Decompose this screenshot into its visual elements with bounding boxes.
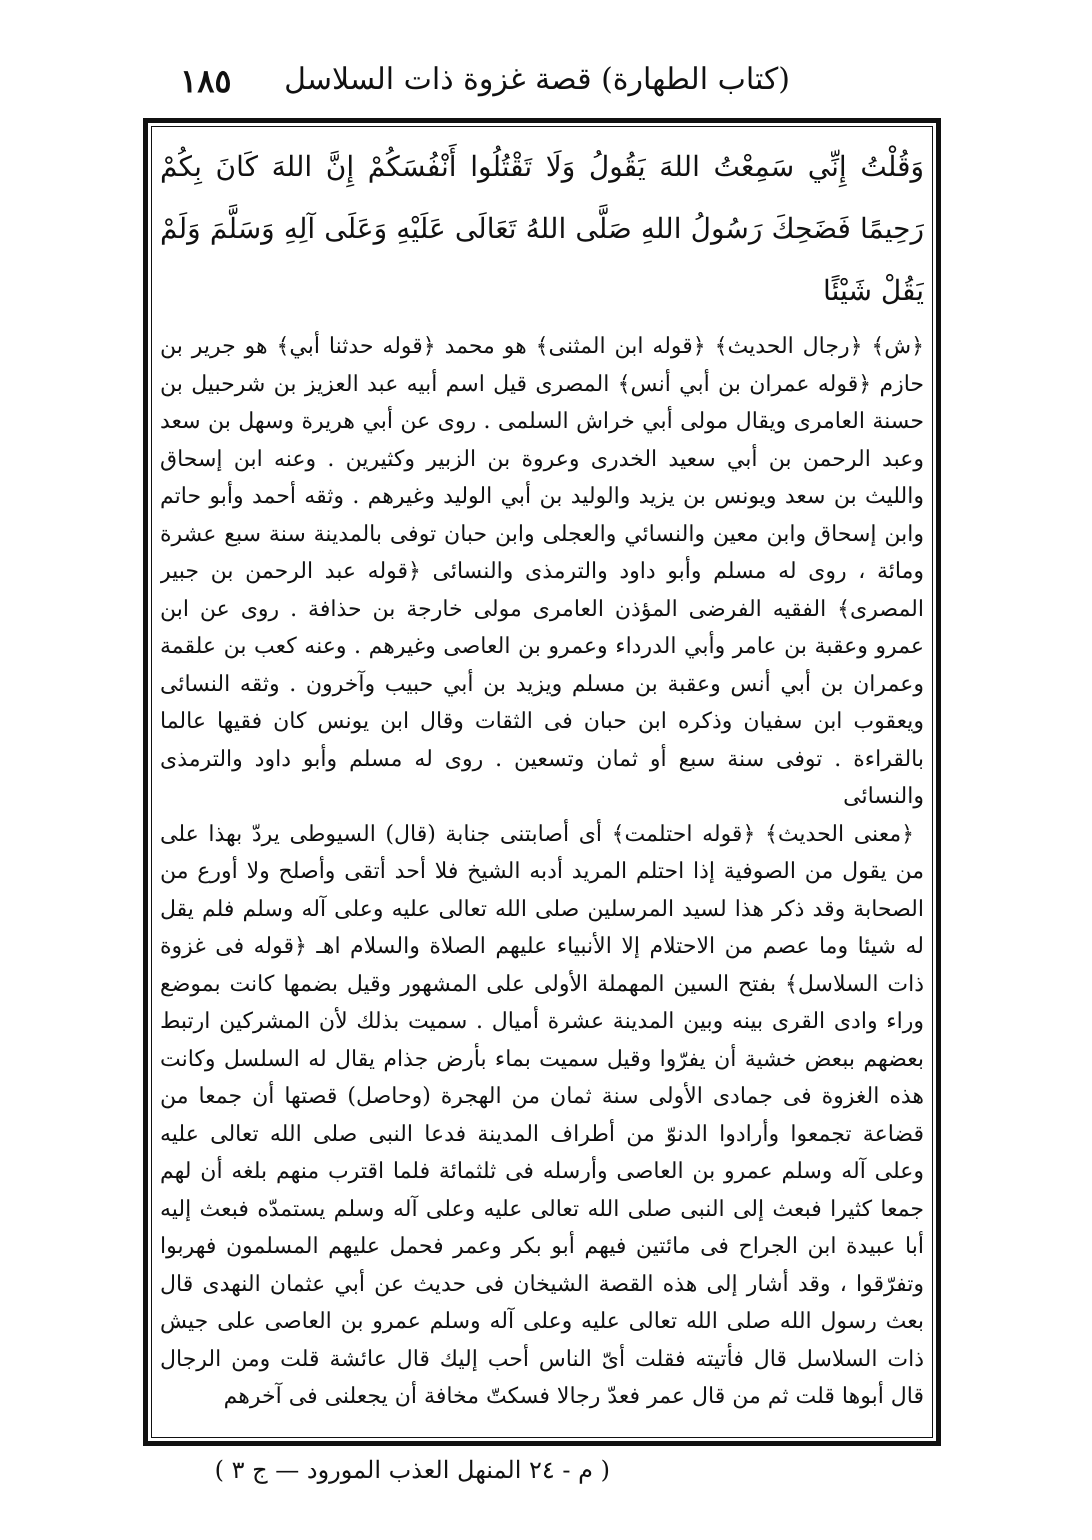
page-header xyxy=(170,62,940,112)
commentary xyxy=(160,328,924,1416)
commentary-narrators-paragraph: ﴿ش﴾ ﴿رجال الحديث﴾ ﴿قوله ابن المثنى﴾ هو محمد ﴿قوله حدثنا أبي﴾ هو جرير بن حازم ﴿قوله عمران بن أبي أنس﴾ المصرى قيل اسم أبيه عبد العزيز بن شرحبيل بن حسنة العامرى ويقال مولى أبي خراش السلمى . روى عن أبي هريرة وسهل بن سعد وعبد الرحمن بن أبي سعيد الخدرى وعروة بن الزبير وكثيرين . وعنه ابن إسحاق والليث بن سعد ويونس بن يزيد والوليد بن أبي الوليد وغيرهم . وثقه أحمد وأبو حاتم وابن إسحاق وابن معين والنسائي والعجلى وابن حبان توفى بالمدينة سنة سبع عشرة ومائة ، روى له مسلم وأبو داود والترمذى والنسائى ﴿قوله عبد الرحمن بن جبير المصرى﴾ الفقيه الفرضى المؤذن العامرى مولى خارجة بن حذافة . روى عن ابن عمرو وعقبة بن عامر وأبي الدرداء وعمرو بن العاصى وغيرهم . وعنه كعب بن علقمة وعمران بن أبي أنس وعقبة بن مسلم ويزيد بن أبي حبيب وآخرون . وثقه النسائى ويعقوب ابن سفيان وذكره ابن حبان فى الثقات وقال ابن يونس كان فقيها عالما بالقراءة . توفى سنة سبع أو ثمان وتسعين . روى له مسلم وأبو داود والترمذى والنسائى xyxy=(160,334,924,809)
header-title: (كتاب الطهارة) قصة غزوة ذات السلاسل xyxy=(284,62,790,97)
page-footer: ( م - ٢٤ المنهل العذب المورود — ج ٣ ) xyxy=(214,1456,610,1484)
page-body xyxy=(160,136,924,1432)
hadith-text: وَقُلْتُ إِنِّي سَمِعْتُ اللهَ يَقُولُ وَلَا تَقْتُلُوا أَنْفُسَكُمْ إِنَّ اللهَ كَانَ بِكُمْ رَحِيمًا فَضَحِكَ رَسُولُ اللهِ صَلَّى اللهُ تَعَالَى عَلَيْهِ وَعَلَى آلِهِ وَسَلَّمَ وَلَمْ يَقُلْ شَيْئًا xyxy=(160,150,924,307)
commentary-meaning-paragraph: ﴿معنى الحديث﴾ ﴿قوله احتلمت﴾ أى أصابتنى جنابة (قال) السيوطى يردّ بهذا على من يقول من الصوفية إذا احتلم المريد أدبه الشيخ فلا أحد أتقى وأصلح ولا أورع من الصحابة وقد ذكر هذا لسيد المرسلين صلى الله تعالى عليه وعلى آله وسلم فلم يقل له شيئا وما عصم من الاحتلام إلا الأنبياء عليهم الصلاة والسلام اهـ ﴿قوله فى غزوة ذات السلاسل﴾ بفتح السين المهملة الأولى على المشهور وقيل بضمها كانت بموضع وراء وادى القرى بينه وبين المدينة عشرة أميال . سميت بذلك لأن المشركين ارتبط بعضهم ببعض خشية أن يفرّوا وقيل سميت بماء بأرض جذام يقال له السلسل وكانت هذه الغزوة فى جمادى الأولى سنة ثمان من الهجرة (وحاصل) قصتها أن جمعا من قضاعة تجمعوا وأرادوا الدنوّ من أطراف المدينة فدعا النبى صلى الله تعالى عليه وعلى آله وسلم عمرو بن العاصى وأرسله فى ثلثمائة فلما اقترب منهم بلغه أن لهم جمعا كثيرا فبعث إلى النبى صلى الله تعالى عليه وعلى آله وسلم يستمدّه فبعث إليه أبا عبيدة ابن الجراح فى مائتين فيهم أبو بكر وعمر فحمل عليهم المسلمون فهربوا وتفرّقوا ، وقد أشار إلى هذه القصة الشيخان فى حديث عن أبي عثمان النهدى قال بعث رسول الله صلى الله تعالى عليه وعلى آله وسلم عمرو بن العاصى على جيش ذات السلاسل قال فأتيته فقلت أىّ الناس أحب إليك قال عائشة قلت ومن الرجال قال أبوها قلت ثم من قال عمر فعدّ رجالا فسكتّ مخافة أن يجعلنى فى آخرهم xyxy=(160,821,924,1409)
page-number: ١٨٥ xyxy=(180,62,232,100)
